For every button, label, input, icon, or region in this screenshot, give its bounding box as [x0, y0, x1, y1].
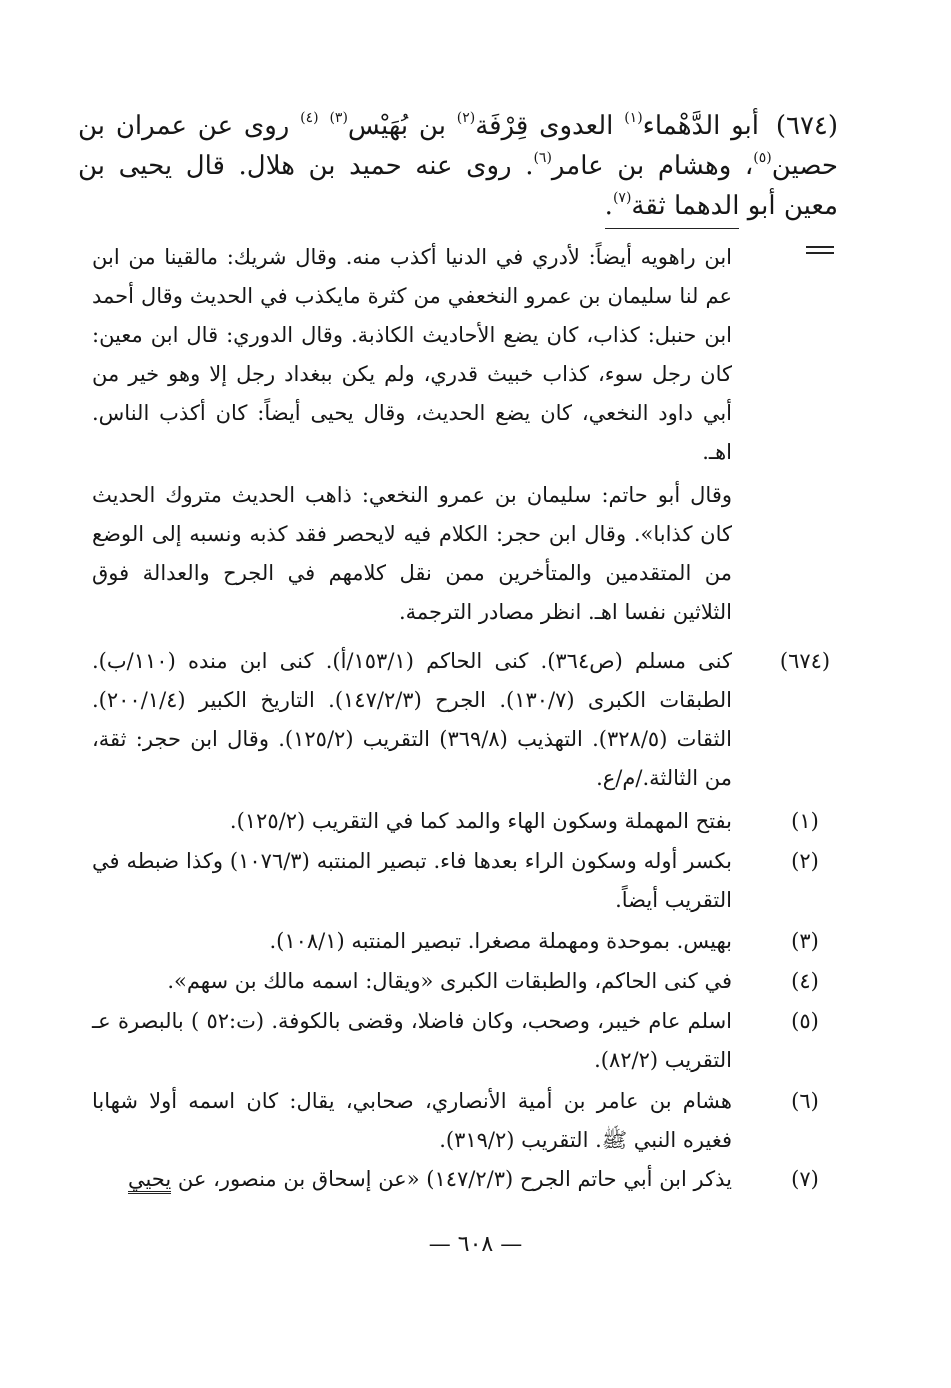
footnote-text: كنى مسلم (ص٣٦٤). كنى الحاكم (١٥٣/١/أ). كنى ابن منده (١١٠/ب). الطبقات الكبرى (١٣٠/٧). الجرح (١٤٧/٢/٣). التاريخ الكبير (٢٠٠/١/٤). الثقات (٣٢٨/٥). التهذيب (٣٦٩/٨) التقريب (١٢٥/٢). وقال ابن حجر: ثقة، من الثالثة./م/ع. [92, 649, 733, 790]
footnote-text: بهيس. بموحدة ومهملة مصغرا. تبصير المنتبه (١٠٨/١). [269, 929, 732, 953]
entry-text-1: أبو الدَّهْماء [642, 111, 760, 141]
footnote-text: اسلم عام خيبر، وصحب، وكان فاضلا، وقضى بالكوفة. (ت:٥٢ ) بالبصرة عـ التقريب (٨٢/٢). [92, 1009, 732, 1072]
footnote-ref-6[interactable]: (٦) [533, 150, 552, 166]
footnote-4 [92, 962, 838, 1001]
footnote-text: بفتح المهملة وسكون الهاء والمد كما في التقريب (١٢٥/٢). [229, 809, 732, 833]
entry-last-line [605, 186, 740, 229]
footnote-text: في كنى الحاكم، والطبقات الكبرى «ويقال: اسمه مالك بن سهم». [167, 969, 732, 993]
footnote-number: (٦) [791, 1089, 819, 1113]
footnote-3 [92, 922, 838, 961]
marker-line-top [806, 246, 834, 248]
entry-text-8: . [604, 191, 613, 221]
entry-text-7: الدهما ثقة [631, 191, 740, 221]
footnote-ref-7[interactable]: (٧) [612, 190, 632, 206]
footnote-ref-5[interactable]: (٥) [753, 150, 772, 166]
continued-footnote [92, 238, 732, 632]
entry-text-3: بن بُهَيْس [347, 111, 446, 141]
footnote-7-text: يذكر ابن أبي حاتم الجرح (١٤٧/٢/٣) «عن إسحاق بن منصور، عن [177, 1167, 732, 1191]
footnote-number: (٧) [791, 1167, 819, 1191]
footnote-7-tail: يحيي [128, 1167, 171, 1194]
footnote-number: (٥) [791, 1009, 819, 1033]
entry-text-5: ، وهشام بن عامر [551, 151, 754, 181]
footnote-number: (١) [791, 809, 819, 833]
entry-text-2: العدوى قِرْفَة [475, 111, 614, 141]
main-entry [78, 106, 838, 229]
footnote-674 [92, 642, 838, 798]
page-number: — ٦٠٨ — [428, 1232, 523, 1257]
footnote-2 [92, 842, 838, 920]
footnote-ref-4[interactable]: (٤) [300, 110, 319, 126]
footnote-number: (٤) [791, 969, 819, 993]
footnote-text [92, 1160, 732, 1199]
footnote-number: (٦٧٤) [779, 649, 831, 673]
continued-paragraph-1: ابن راهويه أيضاً: لأدري في الدنيا أكذب منه. وقال شريك: مالقينا من ابن عم لنا سليمان بن عمرو النخعفي من كثرة مايكذب في الحديث وقال أحمد ابن حنبل: كذاب، كان يضع الأحاديث الكاذبة. وقال الدوري: قال ابن معين: كان رجل سوء، كذاب خبيث قدري، ولم يكن ببغداد رجل إلا وهو خير من أبي داود النخعي، كان يضع الحديث، وقال يحيى أيضاً: كان أكذب الناس. اهـ. [92, 245, 732, 464]
footnote-ref-1[interactable]: (١) [624, 110, 643, 126]
footnote-number: (٢) [791, 849, 819, 873]
footnote-1 [92, 802, 838, 841]
footnote-ref-3[interactable]: (٣) [329, 110, 348, 126]
continued-paragraph-2: وقال أبو حاتم: سليمان بن عمرو النخعي: ذاهب الحديث متروك الحديث كان كذابا». وقال ابن حجر: الكلام فيه لايحصر فقد كذبه ونسبه إلى الوضع من المتقدمين والمتأخرين ممن نقل كلامهم في الجرح والعدالة فوق الثلاثين نفسا اهـ. انظر مصادر الترجمة. [92, 483, 732, 624]
footnote-7 [92, 1160, 838, 1199]
marker-line-bottom [806, 252, 834, 254]
footnote-ref-2[interactable]: (٢) [456, 110, 476, 126]
continuation-marker [806, 246, 834, 258]
footnote-6 [92, 1082, 838, 1160]
footnote-text: هشام بن عامر بن أمية الأنصاري، صحابي، يقال: كان اسمه أولا شهابا فغيره النبي ﷺ. التقريب (٣١٩/٢). [92, 1089, 732, 1152]
footnote-number: (٣) [791, 929, 819, 953]
footnote-5 [92, 1002, 838, 1080]
footnote-text: بكسر أوله وسكون الراء بعدها فاء. تبصير المنتبه (١٠٧٦/٣) وكذا ضبطه في التقريب أيضاً. [92, 849, 732, 912]
entry-text-6: . روى عنه حميد بن هلال. قال يحيى بن معين أبو [78, 151, 838, 221]
entry-number: (٦٧٤) [775, 111, 839, 141]
entry-text-4: روى عن عمران بن حصين [78, 111, 838, 181]
